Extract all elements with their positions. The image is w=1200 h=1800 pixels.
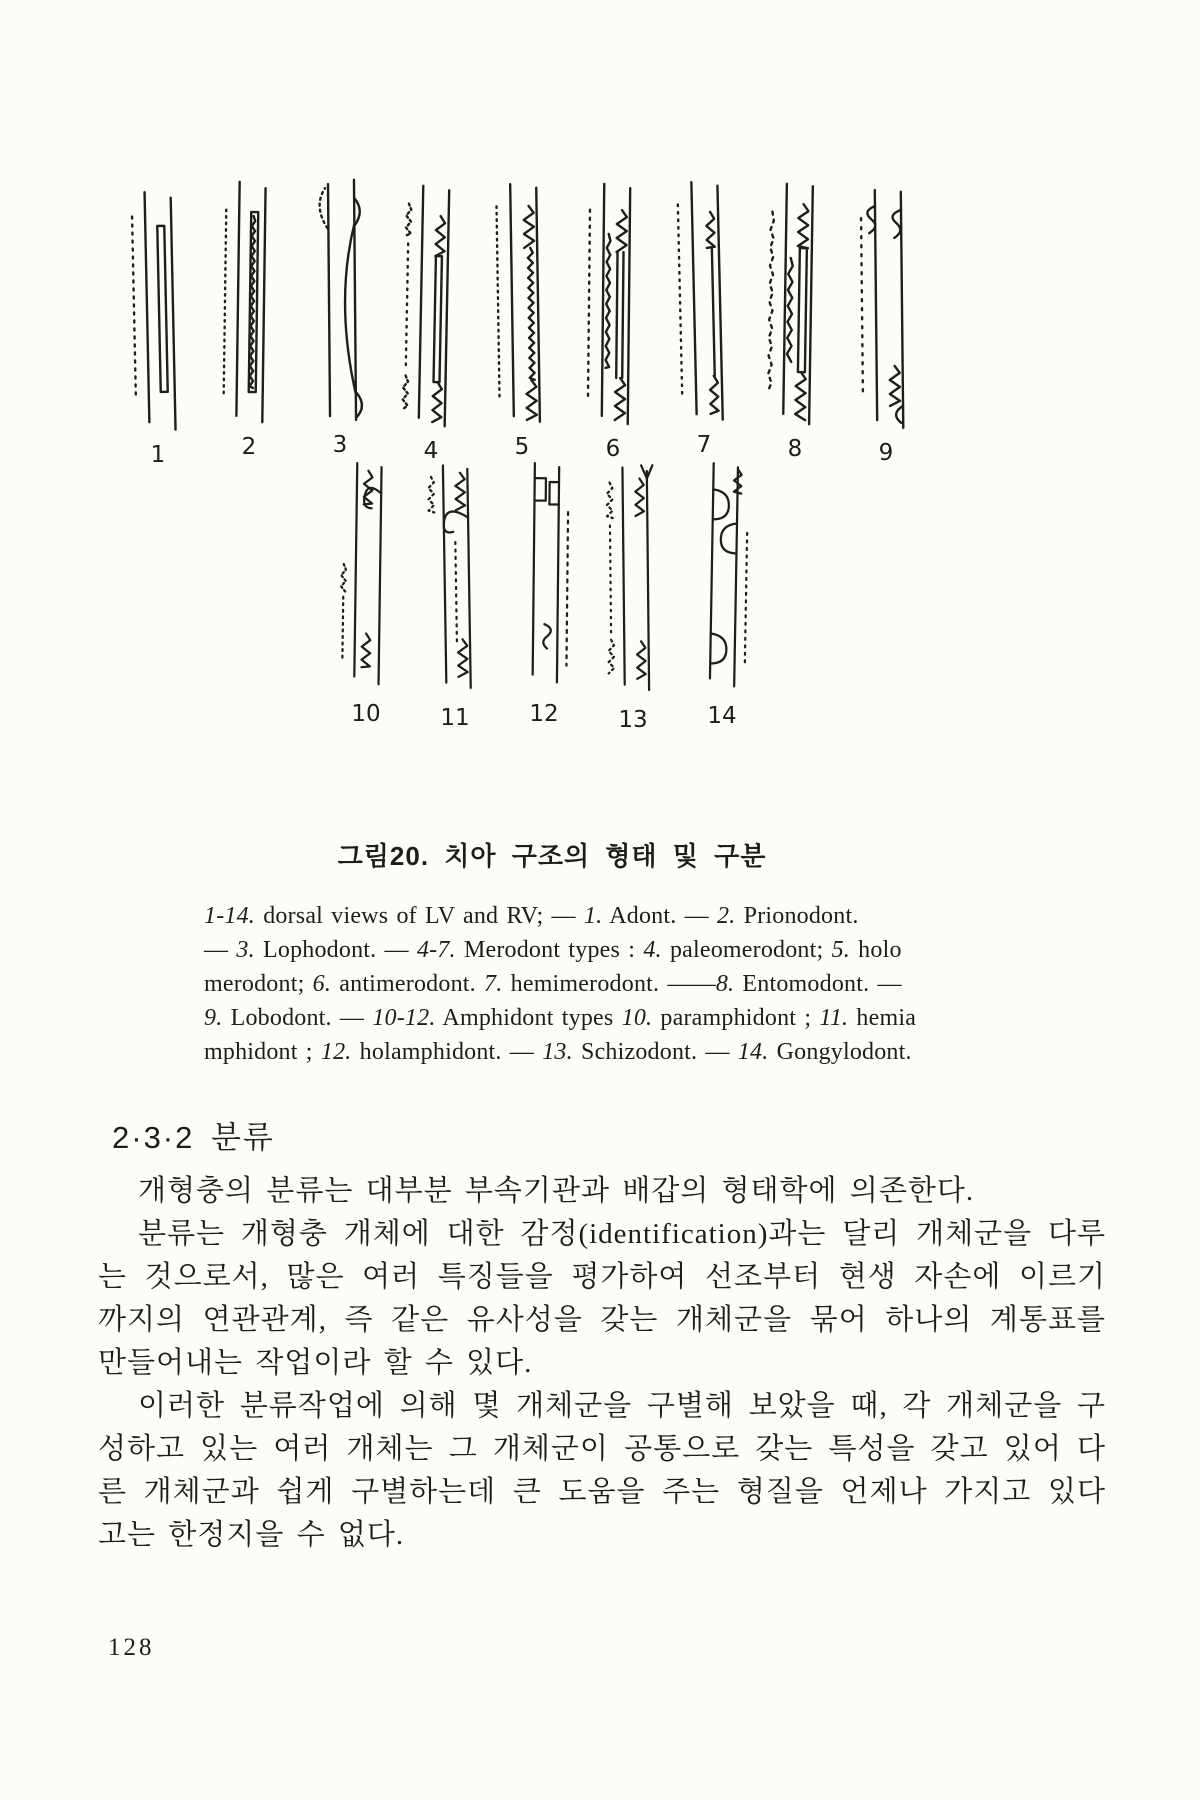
- page-number: 128: [108, 1634, 155, 1661]
- body-text-line: 개형충의 분류는 대부분 부속기관과 배갑의 형태학에 의존한다.: [138, 1175, 975, 1207]
- hinge-diagram-9-lobodont: [854, 174, 918, 466]
- hinge-diagram-4-paleomerodont: [399, 172, 463, 464]
- diagram-number: 12: [529, 701, 559, 727]
- hinge-structure-drawing-icon: [580, 170, 647, 436]
- hinge-structure-drawing-icon: [602, 458, 665, 707]
- diagram-number: 4: [423, 438, 439, 464]
- hinge-structure-drawing-icon: [488, 168, 556, 434]
- figure-caption-en-line: mphidont ; 12. holamphidont. — 13. Schizodont. — 14. Gongylodont.: [204, 1039, 912, 1065]
- body-text-line: 는 것으로서, 많은 여러 특징들을 평가하여 선조부터 현생 자손에 이르기: [98, 1261, 1106, 1293]
- hinge-diagram-row-bottom: [336, 452, 752, 733]
- body-text-line: 고는 한정지을 수 없다.: [98, 1519, 405, 1551]
- diagram-number: 11: [440, 705, 470, 731]
- diagram-number: 2: [241, 434, 257, 460]
- hinge-diagram-row-top: [126, 166, 918, 468]
- body-text-line: 분류는 개형충 개체에 대한 감정(identification)과는 달리 개체군을 다루: [138, 1218, 1106, 1250]
- figure-caption-en-line: merodont; 6. antimerodont. 7. hemimerodont. ——8. Entomodont. —: [204, 971, 902, 997]
- body-text-line: 이러한 분류작업에 의해 몇 개체군을 구별해 보았을 때, 각 개체군을 구: [138, 1390, 1106, 1422]
- hinge-diagram-6-antimerodont: [581, 170, 645, 462]
- diagram-number: 1: [150, 442, 166, 468]
- hinge-diagram-12-holamphidont: [514, 452, 574, 727]
- figure-caption-korean: 그림20. 치아 구조의 형태 및 구분: [337, 841, 767, 871]
- hinge-structure-drawing-icon: [761, 170, 829, 436]
- hinge-diagram-11-hemiamphidont: [425, 456, 485, 731]
- hinge-diagram-8-entomodont: [763, 170, 827, 462]
- hinge-diagram-5-holomerodont: [490, 168, 554, 460]
- figure-caption-en-line: 9. Lobodont. — 10-12. Amphidont types 10. paramphidont ; 11. hemia: [204, 1005, 917, 1031]
- diagram-number: 8: [787, 436, 803, 462]
- body-paragraph: [98, 1170, 1106, 1557]
- hinge-structure-drawing-icon: [513, 452, 576, 701]
- diagram-number: 10: [351, 701, 381, 727]
- hinge-structure-drawing-icon: [690, 453, 754, 702]
- hinge-structure-drawing-icon: [215, 168, 283, 434]
- body-text-line: 성하고 있는 여러 개체는 그 개체군이 공통으로 갖는 특성을 갖고 있어 다: [98, 1433, 1106, 1465]
- hinge-diagram-13-schizodont: [603, 458, 663, 733]
- figure-caption-en-line: 1-14. dorsal views of LV and RV; — 1. Adont. — 2. Prionodont.: [204, 903, 859, 929]
- hinge-structure-drawing-icon: [423, 456, 487, 705]
- hinge-structure-drawing-icon: [123, 175, 193, 441]
- diagram-number: 6: [605, 436, 621, 462]
- hinge-diagram-7-hemimerodont: [672, 166, 736, 458]
- diagram-number: 5: [514, 434, 530, 460]
- hinge-diagram-1-adont: [126, 176, 190, 468]
- hinge-structure-drawing-icon: [669, 165, 739, 431]
- hinge-diagram-10-paramphidont: [336, 452, 396, 727]
- figure-caption-en: [204, 899, 934, 1069]
- hinge-structure-drawing-icon: [396, 171, 465, 437]
- hinge-diagram-2-prionodont: [217, 168, 281, 460]
- diagram-number: 13: [618, 707, 648, 733]
- figure-caption-en-line: — 3. Lophodont. — 4-7. Merodont types : 4. paleomerodont; 5. holo: [204, 937, 902, 963]
- hinge-structure-drawing-icon: [334, 452, 397, 701]
- diagram-number: 14: [707, 703, 737, 729]
- diagram-number: 9: [878, 440, 894, 466]
- hinge-diagram-3-lophodont: [308, 166, 372, 458]
- section-heading: 2·3·2 분류: [112, 1120, 275, 1155]
- body-text-line: 른 개체군과 쉽게 구별하는데 큰 도움을 주는 형질을 언제나 가지고 있다: [98, 1476, 1106, 1508]
- diagram-number: 3: [332, 432, 348, 458]
- hinge-structure-drawing-icon: [853, 174, 920, 440]
- diagram-number: 7: [696, 432, 712, 458]
- body-text-line: 만들어내는 작업이라 할 수 있다.: [98, 1347, 533, 1379]
- hinge-structure-drawing-icon: [307, 166, 373, 432]
- hinge-diagram-14-gongylodont: [692, 454, 752, 729]
- body-text-line: 까지의 연관관계, 즉 같은 유사성을 갖는 개체군을 묶어 하나의 계통표를: [98, 1304, 1106, 1336]
